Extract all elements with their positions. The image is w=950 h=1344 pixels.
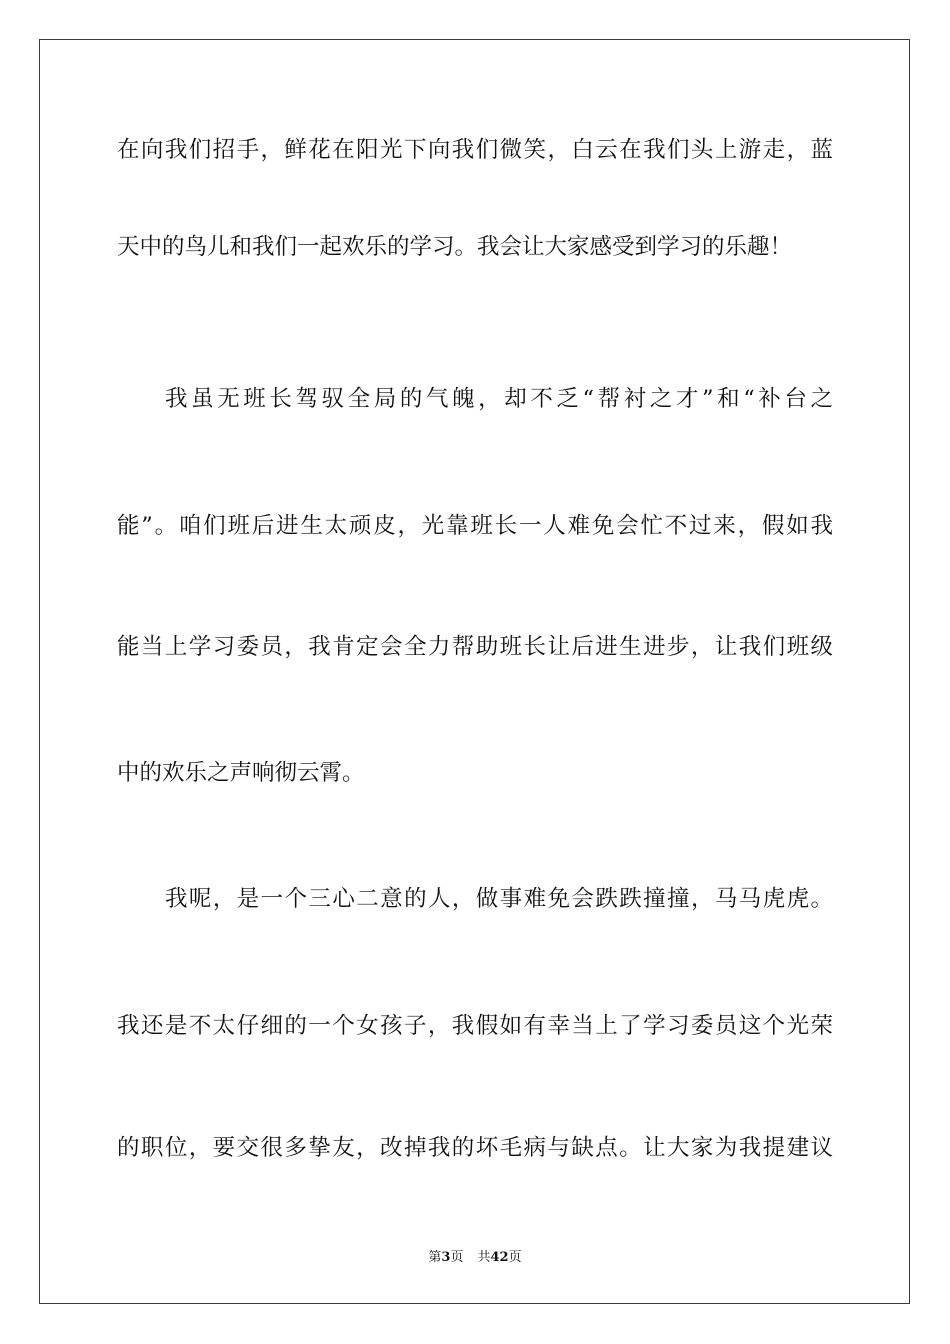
- body-text-line-6: 中的欢乐之声响彻云霄。: [117, 760, 365, 786]
- total-prefix: 共: [477, 1250, 491, 1265]
- body-text-line-7: 我呢，是一个三心二意的人，做事难免会跌跌撞撞，马马虎虎。: [165, 886, 833, 912]
- body-text-line-9: 的职位，要交很多挚友，改掉我的坏毛病与缺点。让大家为我提建议: [117, 1135, 833, 1161]
- page-suffix: 页: [450, 1250, 464, 1265]
- body-text-line-8: 我还是不太仔细的一个女孩子，我假如有幸当上了学习委员这个光荣: [117, 1013, 833, 1039]
- page-prefix: 第: [428, 1250, 442, 1265]
- body-text-line-5: 能当上学习委员，我肯定会全力帮助班长让后进生进步，让我们班级: [117, 634, 833, 660]
- body-text-line-1: 在向我们招手，鲜花在阳光下向我们微笑，白云在我们头上游走，蓝: [117, 137, 833, 163]
- body-text-line-4: 能”。咱们班后进生太顽皮，光靠班长一人难免会忙不过来，假如我: [117, 513, 833, 539]
- page-footer: [0, 1246, 950, 1265]
- body-text-line-2: 天中的鸟儿和我们一起欢乐的学习。我会让大家感受到学习的乐趣！: [117, 234, 793, 260]
- page-number: 3: [441, 1250, 451, 1265]
- total-suffix: 页: [508, 1250, 522, 1265]
- page-frame: [39, 39, 910, 1304]
- total-pages: 42: [490, 1250, 509, 1265]
- body-text-line-3: 我虽无班长驾驭全局的气魄，却不乏“帮衬之才”和“补台之: [165, 386, 833, 412]
